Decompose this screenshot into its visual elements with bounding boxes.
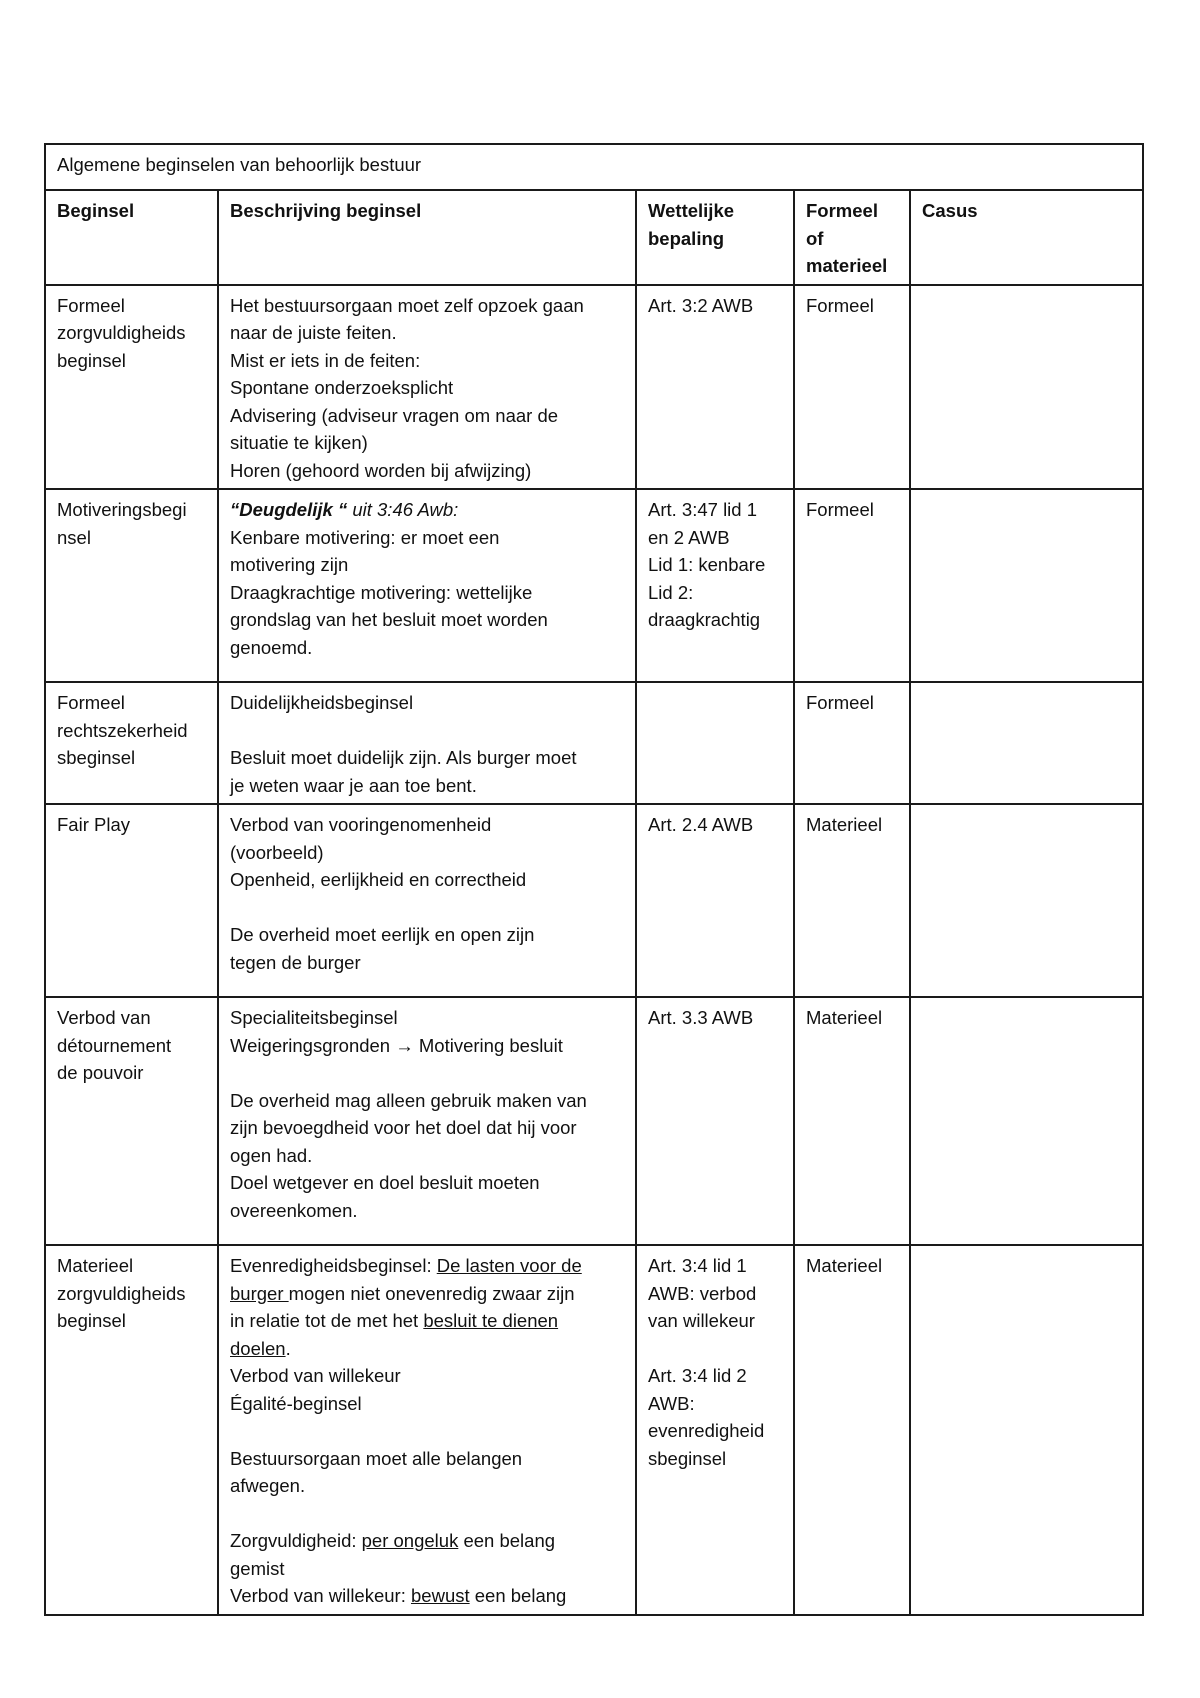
- cell-beginsel: Formeel zorgvuldigheids beginsel: [45, 285, 218, 490]
- header-casus: Casus: [910, 190, 1143, 285]
- cell-casus: [910, 997, 1143, 1245]
- header-beginsel: Beginsel: [45, 190, 218, 285]
- cell-wettelijke-bepaling: Art. 3.3 AWB: [636, 997, 794, 1245]
- table-row: [45, 1245, 1143, 1615]
- table-title: Algemene beginselen van behoorlijk bestuur: [45, 144, 1143, 190]
- principles-table: [44, 143, 1144, 1616]
- table-row: [45, 997, 1143, 1245]
- cell-soort: Formeel: [794, 285, 910, 490]
- cell-casus: [910, 1245, 1143, 1615]
- table-row: [45, 489, 1143, 682]
- cell-wettelijke-bepaling: Art. 3:2 AWB: [636, 285, 794, 490]
- cell-soort: Materieel: [794, 997, 910, 1245]
- title-row: [45, 144, 1143, 190]
- table-row: [45, 804, 1143, 997]
- cell-soort: Formeel: [794, 489, 910, 682]
- table-row: [45, 285, 1143, 490]
- cell-casus: [910, 285, 1143, 490]
- header-wettelijke-bepaling: Wettelijke bepaling: [636, 190, 794, 285]
- cell-wettelijke-bepaling: Art. 3:4 lid 1 AWB: verbod van willekeur Art. 3:4 lid 2 AWB: evenredigheid sbeginsel: [636, 1245, 794, 1615]
- cell-wettelijke-bepaling: Art. 2.4 AWB: [636, 804, 794, 997]
- cell-beginsel: Formeel rechtszekerheid sbeginsel: [45, 682, 218, 804]
- cell-beschrijving: “Deugdelijk “ uit 3:46 Awb: Kenbare motivering: er moet een motivering zijn Draagkrachtige motivering: wettelijke grondslag van het besluit moet worden genoemd.: [218, 489, 636, 682]
- cell-wettelijke-bepaling: [636, 682, 794, 804]
- cell-casus: [910, 804, 1143, 997]
- cell-beschrijving: Duidelijkheidsbeginsel Besluit moet duidelijk zijn. Als burger moet je weten waar je aan toe bent.: [218, 682, 636, 804]
- cell-soort: Materieel: [794, 804, 910, 997]
- header-beschrijving: Beschrijving beginsel: [218, 190, 636, 285]
- cell-casus: [910, 489, 1143, 682]
- cell-beginsel: Motiveringsbegi nsel: [45, 489, 218, 682]
- cell-beschrijving: Het bestuursorgaan moet zelf opzoek gaan naar de juiste feiten. Mist er iets in de feiten: Spontane onderzoeksplicht Advisering (adviseur vragen om naar de situatie te kijken) Horen (gehoord worden bij afwijzing): [218, 285, 636, 490]
- cell-soort: Formeel: [794, 682, 910, 804]
- cell-beginsel: Materieel zorgvuldigheids beginsel: [45, 1245, 218, 1615]
- header-formeel-materieel: Formeel of materieel: [794, 190, 910, 285]
- table-row: [45, 682, 1143, 804]
- cell-beginsel: Verbod van détournement de pouvoir: [45, 997, 218, 1245]
- cell-beschrijving: Evenredigheidsbeginsel: De lasten voor de burger mogen niet onevenredig zwaar zijn in relatie tot de met het besluit te dienen doelen. Verbod van willekeur Égalité-beginsel Bestuursorgaan moet alle belangen afwegen. Zorgvuldigheid: per ongeluk een belang gemist Verbod van willekeur: bewust een belang: [218, 1245, 636, 1615]
- header-row: [45, 190, 1143, 285]
- cell-beschrijving: Verbod van vooringenomenheid (voorbeeld) Openheid, eerlijkheid en correctheid De overheid moet eerlijk en open zijn tegen de burger: [218, 804, 636, 997]
- arrow-icon: →: [395, 1034, 414, 1056]
- cell-wettelijke-bepaling: Art. 3:47 lid 1 en 2 AWB Lid 1: kenbare Lid 2: draagkrachtig: [636, 489, 794, 682]
- cell-soort: Materieel: [794, 1245, 910, 1615]
- cell-beschrijving: Specialiteitsbeginsel Weigeringsgronden → Motivering besluit De overheid mag alleen gebruik maken van zijn bevoegdheid voor het doel dat hij voor ogen had. Doel wetgever en doel besluit moeten overeenkomen.: [218, 997, 636, 1245]
- cell-casus: [910, 682, 1143, 804]
- cell-beginsel: Fair Play: [45, 804, 218, 997]
